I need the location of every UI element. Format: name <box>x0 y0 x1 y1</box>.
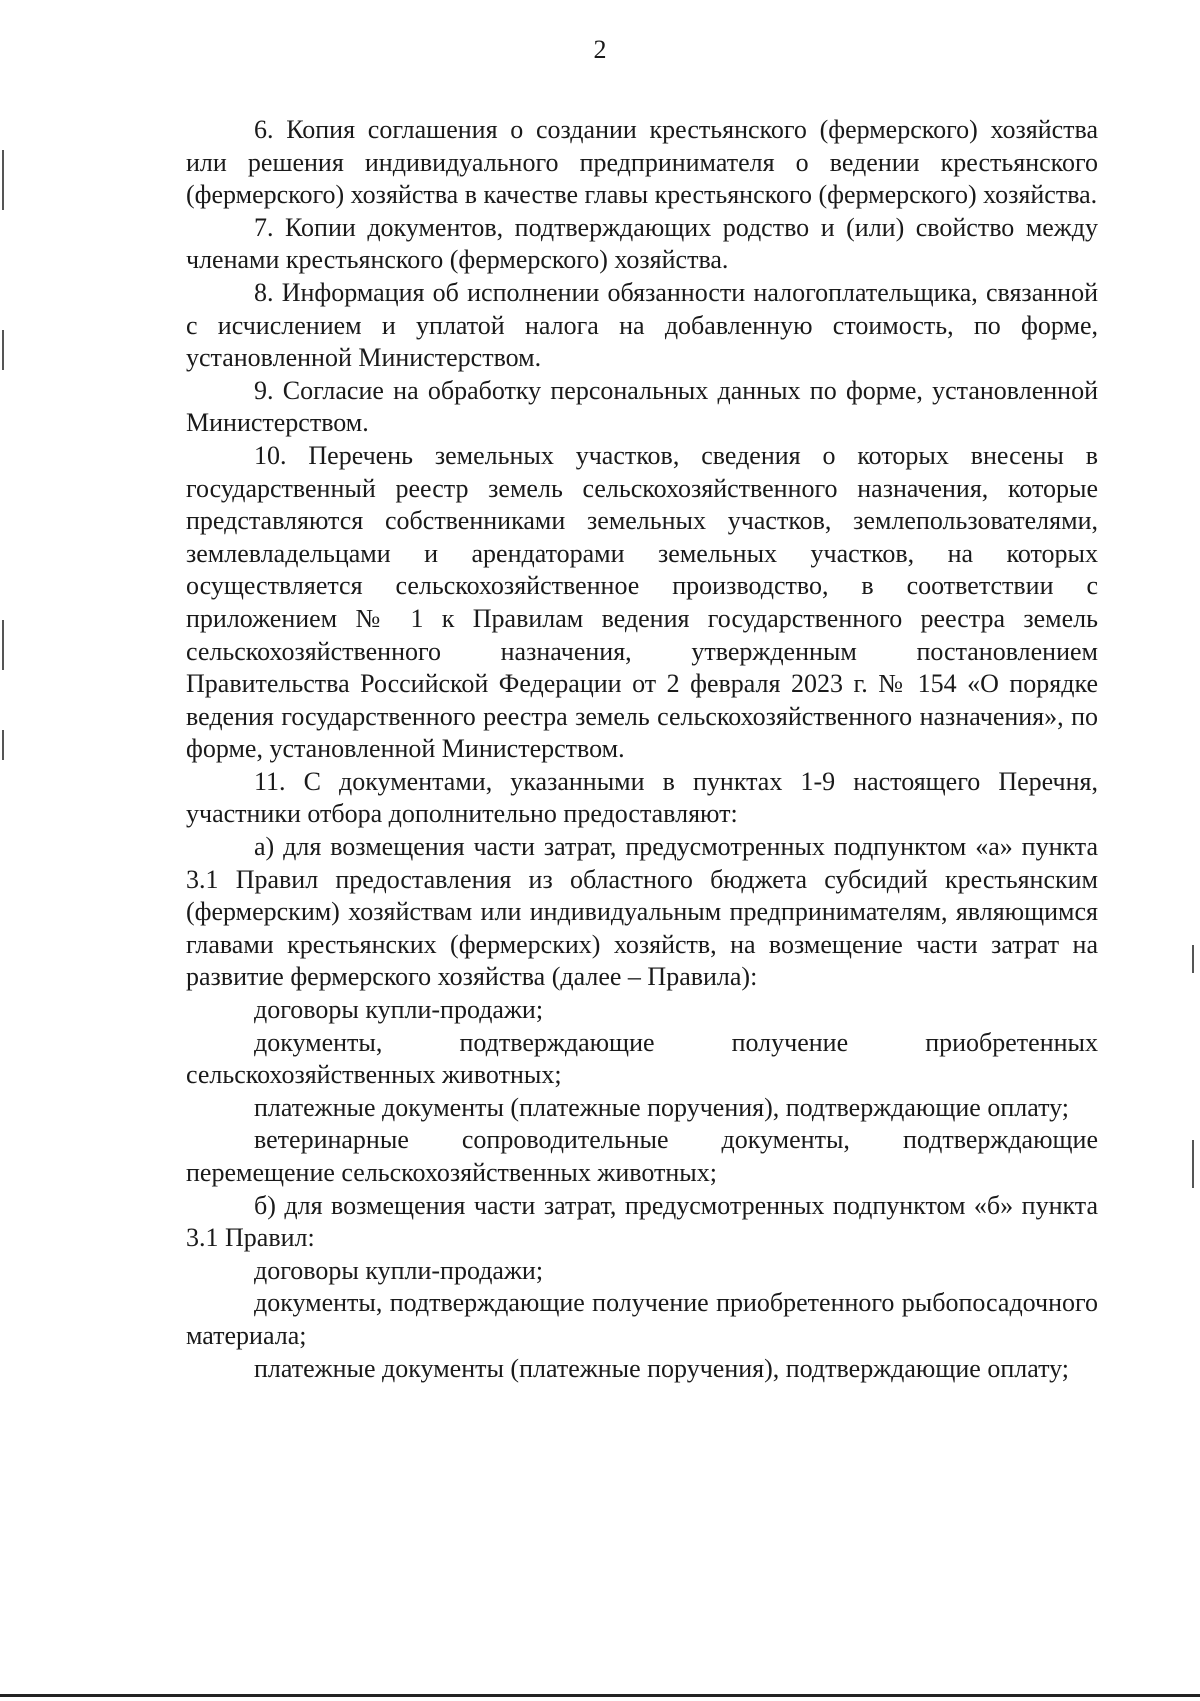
paragraph-item-10: 10. Перечень земельных участков, сведения о которых внесены в государственный реестр земель сельскохозяйственного назначения, которые представляются собственниками земельных участков, землепользователями, землевладельцами и арендаторами земельных участков, на которых осуществляется сельскохозяйственное производство, в соответствии с приложением № 1 к Правилам ведения государственного реестра земель сельскохозяйственного назначения, утвержденным постановлением Правительства Российской Федерации от 2 февраля 2023 г. № 154 «О порядке ведения государственного реестра земель сельскохозяйственного назначения», по форме, установленной Министерством. <box>186 440 1098 764</box>
list-item: документы, подтверждающие получение приобретенных сельскохозяйственных животных; <box>186 1027 1098 1090</box>
list-item: платежные документы (платежные поручения), подтверждающие оплату; <box>254 1092 1069 1122</box>
page-number: 2 <box>593 35 607 64</box>
subitem-a: а) для возмещения части затрат, предусмотренных подпунктом «а» пункта 3.1 Правил предоставления из областного бюджета субсидий крестьянским (фермерским) хозяйствам или индивидуальным предпринимателям, являющимся главами крестьянских (фермерских) хозяйств, на возмещение части затрат на развитие фермерского хозяйства (далее – Правила): <box>186 832 1098 992</box>
scan-mark-left-2 <box>2 330 4 370</box>
paragraph-item-9: 9. Согласие на обработку персональных данных по форме, установленной Министерством. <box>186 375 1098 438</box>
scan-mark-left-1 <box>2 150 4 210</box>
list-item: ветеринарные сопроводительные документы, подтверждающие перемещение сельскохозяйственных животных; <box>186 1125 1098 1187</box>
subitem-b: б) для возмещения части затрат, предусмотренных подпунктом «б» пункта 3.1 Правил: <box>186 1190 1098 1253</box>
list-item: документы, подтверждающие получение приобретенного рыбопосадочного материала; <box>186 1288 1098 1350</box>
document-body <box>186 114 1098 1385</box>
scan-bottom-edge <box>0 1694 1200 1697</box>
paragraph-item-6: 6. Копия соглашения о создании крестьянского (фермерского) хозяйства или решения индивидуального предпринимателя о ведении крестьянского (фермерского) хозяйства в качестве главы крестьянского (фермерского) хозяйства. <box>186 115 1098 210</box>
scan-mark-left-3 <box>2 620 4 670</box>
list-item: договоры купли-продажи; <box>254 1255 544 1285</box>
list-item: договоры купли-продажи; <box>254 995 544 1025</box>
paragraph-item-8: 8. Информация об исполнении обязанности налогоплательщика, связанной с исчислением и уплатой налога на добавленную стоимость, по форме, установленной Министерством. <box>186 277 1098 373</box>
scan-mark-right-1 <box>1192 945 1194 973</box>
scan-mark-right-2 <box>1192 1140 1194 1188</box>
scan-mark-left-4 <box>2 730 4 760</box>
list-item: платежные документы (платежные поручения), подтверждающие оплату; <box>254 1353 1069 1383</box>
paragraph-item-11: 11. С документами, указанными в пунктах 1-9 настоящего Перечня, участники отбора дополнительно предоставляют: <box>186 766 1098 829</box>
paragraph-item-7: 7. Копии документов, подтверждающих родство и (или) свойство между членами крестьянского (фермерского) хозяйства. <box>186 212 1098 275</box>
